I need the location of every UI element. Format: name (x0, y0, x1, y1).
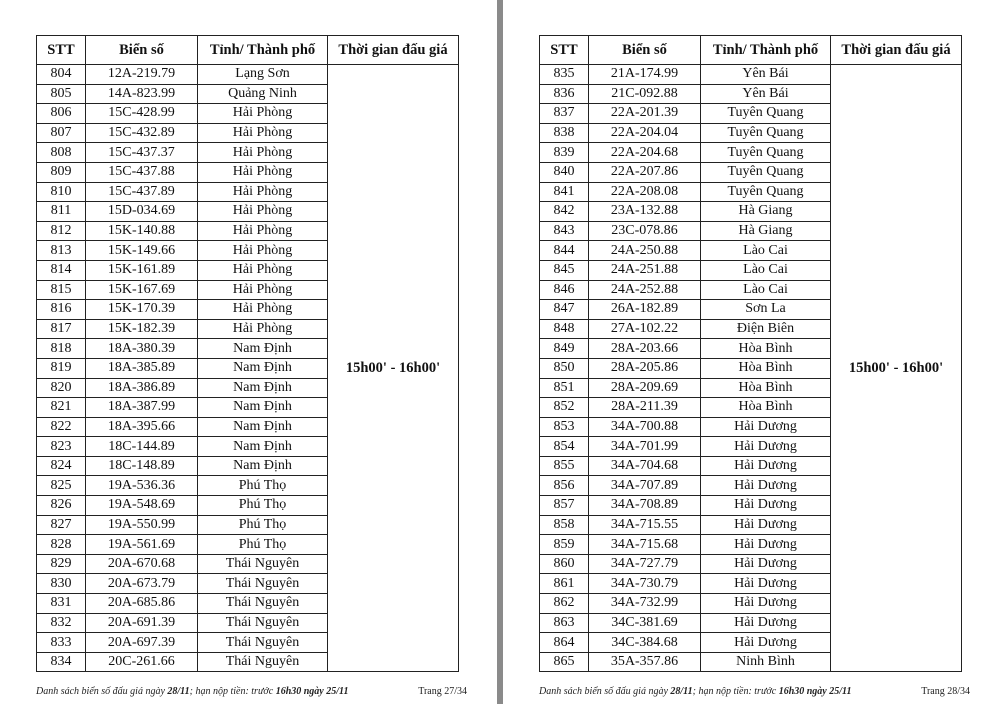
cell-province: Thái Nguyên (198, 594, 328, 614)
cell-stt: 810 (37, 182, 86, 202)
cell-stt: 853 (540, 417, 589, 437)
cell-province: Hải Phòng (198, 280, 328, 300)
cell-province: Hải Dương (701, 417, 831, 437)
cell-plate: 23C-078.86 (589, 221, 701, 241)
header-auction-time: Thời gian đấu giá (328, 36, 459, 65)
cell-stt: 809 (37, 162, 86, 182)
cell-stt: 819 (37, 358, 86, 378)
footer-auction-date: 28/11 (167, 686, 190, 697)
cell-province: Lào Cai (701, 260, 831, 280)
cell-province: Tuyên Quang (701, 182, 831, 202)
cell-plate: 28A-211.39 (589, 398, 701, 418)
cell-plate: 15C-428.99 (86, 104, 198, 124)
cell-stt: 829 (37, 554, 86, 574)
cell-plate: 18A-385.89 (86, 358, 198, 378)
cell-plate: 20C-261.66 (86, 652, 198, 672)
cell-plate: 15K-140.88 (86, 221, 198, 241)
cell-stt: 863 (540, 613, 589, 633)
footer-prefix: Danh sách biển số đấu giá ngày (539, 686, 671, 697)
cell-province: Nam Định (198, 456, 328, 476)
cell-stt: 861 (540, 574, 589, 594)
cell-plate: 21A-174.99 (589, 65, 701, 85)
cell-stt: 850 (540, 358, 589, 378)
cell-province: Nam Định (198, 437, 328, 457)
cell-province: Phú Thọ (198, 496, 328, 516)
cell-stt: 841 (540, 182, 589, 202)
cell-plate: 20A-685.86 (86, 594, 198, 614)
cell-province: Hải Dương (701, 476, 831, 496)
cell-plate: 15K-161.89 (86, 260, 198, 280)
cell-stt: 822 (37, 417, 86, 437)
cell-stt: 847 (540, 300, 589, 320)
cell-plate: 18A-387.99 (86, 398, 198, 418)
cell-stt: 826 (37, 496, 86, 516)
cell-plate: 19A-536.36 (86, 476, 198, 496)
cell-plate: 28A-205.86 (589, 358, 701, 378)
cell-stt: 844 (540, 241, 589, 261)
cell-province: Hòa Bình (701, 378, 831, 398)
cell-plate: 22A-207.86 (589, 162, 701, 182)
cell-province: Nam Định (198, 417, 328, 437)
cell-province: Hải Phòng (198, 182, 328, 202)
auction-time-cell: 15h00' - 16h00' (831, 65, 962, 672)
cell-province: Tuyên Quang (701, 123, 831, 143)
cell-stt: 815 (37, 280, 86, 300)
cell-stt: 814 (37, 260, 86, 280)
cell-stt: 823 (37, 437, 86, 457)
cell-stt: 812 (37, 221, 86, 241)
cell-province: Nam Định (198, 398, 328, 418)
cell-stt: 857 (540, 496, 589, 516)
cell-stt: 856 (540, 476, 589, 496)
cell-province: Hải Phòng (198, 143, 328, 163)
cell-plate: 19A-561.69 (86, 535, 198, 555)
cell-plate: 18C-148.89 (86, 456, 198, 476)
cell-province: Tuyên Quang (701, 162, 831, 182)
cell-plate: 24A-251.88 (589, 260, 701, 280)
footer-middle: ; hạn nộp tiền: trước (189, 686, 276, 697)
cell-province: Hòa Bình (701, 339, 831, 359)
cell-stt: 852 (540, 398, 589, 418)
cell-stt: 818 (37, 339, 86, 359)
cell-stt: 835 (540, 65, 589, 85)
cell-stt: 824 (37, 456, 86, 476)
cell-stt: 855 (540, 456, 589, 476)
header-plate: Biển số (86, 36, 198, 65)
cell-stt: 808 (37, 143, 86, 163)
red-stamp-fragment (477, 355, 499, 465)
cell-stt: 825 (37, 476, 86, 496)
cell-stt: 807 (37, 123, 86, 143)
cell-stt: 804 (37, 65, 86, 85)
cell-plate: 19A-550.99 (86, 515, 198, 535)
cell-province: Thái Nguyên (198, 574, 328, 594)
cell-stt: 839 (540, 143, 589, 163)
cell-plate: 20A-697.39 (86, 633, 198, 653)
cell-stt: 848 (540, 319, 589, 339)
cell-plate: 34A-704.68 (589, 456, 701, 476)
cell-plate: 28A-209.69 (589, 378, 701, 398)
plate-table (36, 35, 459, 672)
cell-plate: 34A-708.89 (589, 496, 701, 516)
page-number: Trang 28/34 (921, 686, 970, 697)
cell-plate: 15K-149.66 (86, 241, 198, 261)
cell-plate: 18A-395.66 (86, 417, 198, 437)
cell-province: Hải Phòng (198, 241, 328, 261)
cell-plate: 22A-201.39 (589, 104, 701, 124)
cell-province: Hải Phòng (198, 162, 328, 182)
cell-plate: 15C-437.88 (86, 162, 198, 182)
cell-stt: 817 (37, 319, 86, 339)
cell-stt: 840 (540, 162, 589, 182)
page-number: Trang 27/34 (418, 686, 467, 697)
cell-plate: 15C-437.37 (86, 143, 198, 163)
document-page-left (0, 0, 497, 704)
cell-plate: 34A-732.99 (589, 594, 701, 614)
cell-province: Điện Biên (701, 319, 831, 339)
cell-province: Thái Nguyên (198, 633, 328, 653)
cell-plate: 34A-715.55 (589, 515, 701, 535)
cell-stt: 843 (540, 221, 589, 241)
cell-stt: 830 (37, 574, 86, 594)
cell-plate: 34A-700.88 (589, 417, 701, 437)
cell-province: Phú Thọ (198, 535, 328, 555)
cell-stt: 849 (540, 339, 589, 359)
footer-prefix: Danh sách biển số đấu giá ngày (36, 686, 168, 697)
footer-note (36, 686, 348, 697)
plate-table (539, 35, 962, 672)
cell-province: Hà Giang (701, 202, 831, 222)
cell-stt: 832 (37, 613, 86, 633)
cell-plate: 12A-219.79 (86, 65, 198, 85)
cell-stt: 854 (540, 437, 589, 457)
cell-stt: 836 (540, 84, 589, 104)
cell-province: Hải Dương (701, 535, 831, 555)
cell-province: Hải Dương (701, 437, 831, 457)
cell-plate: 35A-357.86 (589, 652, 701, 672)
cell-province: Hải Phòng (198, 300, 328, 320)
cell-province: Thái Nguyên (198, 652, 328, 672)
cell-stt: 828 (37, 535, 86, 555)
cell-stt: 838 (540, 123, 589, 143)
cell-province: Hải Dương (701, 613, 831, 633)
cell-province: Yên Bái (701, 84, 831, 104)
cell-stt: 860 (540, 554, 589, 574)
cell-plate: 15K-182.39 (86, 319, 198, 339)
cell-plate: 20A-691.39 (86, 613, 198, 633)
cell-stt: 865 (540, 652, 589, 672)
table-row (37, 65, 459, 85)
cell-plate: 22A-208.08 (589, 182, 701, 202)
cell-stt: 862 (540, 594, 589, 614)
cell-province: Yên Bái (701, 65, 831, 85)
cell-province: Lạng Sơn (198, 65, 328, 85)
cell-province: Lào Cai (701, 280, 831, 300)
cell-province: Nam Định (198, 339, 328, 359)
cell-plate: 34A-707.89 (589, 476, 701, 496)
cell-plate: 15C-437.89 (86, 182, 198, 202)
cell-stt: 821 (37, 398, 86, 418)
cell-stt: 846 (540, 280, 589, 300)
cell-plate: 21C-092.88 (589, 84, 701, 104)
cell-stt: 820 (37, 378, 86, 398)
cell-province: Phú Thọ (198, 515, 328, 535)
cell-province: Hải Phòng (198, 319, 328, 339)
cell-plate: 34C-381.69 (589, 613, 701, 633)
cell-stt: 833 (37, 633, 86, 653)
cell-stt: 816 (37, 300, 86, 320)
cell-plate: 22A-204.04 (589, 123, 701, 143)
header-stt: STT (37, 36, 86, 65)
cell-province: Hải Phòng (198, 221, 328, 241)
cell-province: Hải Phòng (198, 202, 328, 222)
document-page-right (503, 0, 1000, 704)
cell-stt: 845 (540, 260, 589, 280)
cell-province: Hà Giang (701, 221, 831, 241)
cell-stt: 831 (37, 594, 86, 614)
cell-stt: 813 (37, 241, 86, 261)
cell-plate: 18A-386.89 (86, 378, 198, 398)
header-province: Tỉnh/ Thành phố (701, 36, 831, 65)
cell-province: Hòa Bình (701, 398, 831, 418)
cell-stt: 827 (37, 515, 86, 535)
cell-province: Nam Định (198, 358, 328, 378)
cell-province: Hải Dương (701, 554, 831, 574)
cell-plate: 20A-673.79 (86, 574, 198, 594)
cell-province: Hải Dương (701, 633, 831, 653)
cell-stt: 837 (540, 104, 589, 124)
cell-plate: 18A-380.39 (86, 339, 198, 359)
cell-province: Tuyên Quang (701, 104, 831, 124)
cell-province: Quảng Ninh (198, 84, 328, 104)
cell-plate: 27A-102.22 (589, 319, 701, 339)
cell-province: Hòa Bình (701, 358, 831, 378)
cell-plate: 15K-167.69 (86, 280, 198, 300)
header-stt: STT (540, 36, 589, 65)
cell-plate: 28A-203.66 (589, 339, 701, 359)
cell-stt: 842 (540, 202, 589, 222)
cell-plate: 34A-730.79 (589, 574, 701, 594)
cell-plate: 22A-204.68 (589, 143, 701, 163)
cell-province: Hải Dương (701, 496, 831, 516)
cell-province: Hải Dương (701, 515, 831, 535)
cell-province: Hải Dương (701, 574, 831, 594)
cell-plate: 34C-384.68 (589, 633, 701, 653)
table-row (540, 65, 962, 85)
footer-middle: ; hạn nộp tiền: trước (692, 686, 779, 697)
table-header-row (540, 36, 962, 65)
footer-deadline: 16h30 ngày 25/11 (778, 686, 852, 697)
cell-plate: 24A-250.88 (589, 241, 701, 261)
red-stamp-fragment (982, 355, 1000, 465)
auction-time-cell: 15h00' - 16h00' (328, 65, 459, 672)
cell-plate: 20A-670.68 (86, 554, 198, 574)
cell-plate: 34A-701.99 (589, 437, 701, 457)
cell-plate: 26A-182.89 (589, 300, 701, 320)
footer-auction-date: 28/11 (670, 686, 693, 697)
cell-province: Ninh Bình (701, 652, 831, 672)
cell-plate: 15C-432.89 (86, 123, 198, 143)
cell-stt: 851 (540, 378, 589, 398)
cell-plate: 18C-144.89 (86, 437, 198, 457)
header-auction-time: Thời gian đấu giá (831, 36, 962, 65)
cell-stt: 834 (37, 652, 86, 672)
cell-stt: 805 (37, 84, 86, 104)
cell-province: Hải Phòng (198, 260, 328, 280)
cell-stt: 811 (37, 202, 86, 222)
cell-province: Nam Định (198, 378, 328, 398)
cell-plate: 23A-132.88 (589, 202, 701, 222)
cell-stt: 806 (37, 104, 86, 124)
cell-province: Thái Nguyên (198, 613, 328, 633)
cell-province: Hải Phòng (198, 104, 328, 124)
footer-deadline: 16h30 ngày 25/11 (275, 686, 349, 697)
cell-plate: 15D-034.69 (86, 202, 198, 222)
header-province: Tỉnh/ Thành phố (198, 36, 328, 65)
cell-plate: 24A-252.88 (589, 280, 701, 300)
table-header-row (37, 36, 459, 65)
cell-province: Thái Nguyên (198, 554, 328, 574)
header-plate: Biển số (589, 36, 701, 65)
cell-plate: 34A-715.68 (589, 535, 701, 555)
cell-stt: 859 (540, 535, 589, 555)
cell-plate: 14A-823.99 (86, 84, 198, 104)
footer-note (539, 686, 851, 697)
cell-province: Phú Thọ (198, 476, 328, 496)
cell-province: Sơn La (701, 300, 831, 320)
cell-province: Lào Cai (701, 241, 831, 261)
cell-plate: 15K-170.39 (86, 300, 198, 320)
cell-province: Hải Dương (701, 456, 831, 476)
cell-plate: 34A-727.79 (589, 554, 701, 574)
cell-stt: 864 (540, 633, 589, 653)
cell-stt: 858 (540, 515, 589, 535)
cell-plate: 19A-548.69 (86, 496, 198, 516)
cell-province: Hải Dương (701, 594, 831, 614)
cell-province: Hải Phòng (198, 123, 328, 143)
cell-province: Tuyên Quang (701, 143, 831, 163)
